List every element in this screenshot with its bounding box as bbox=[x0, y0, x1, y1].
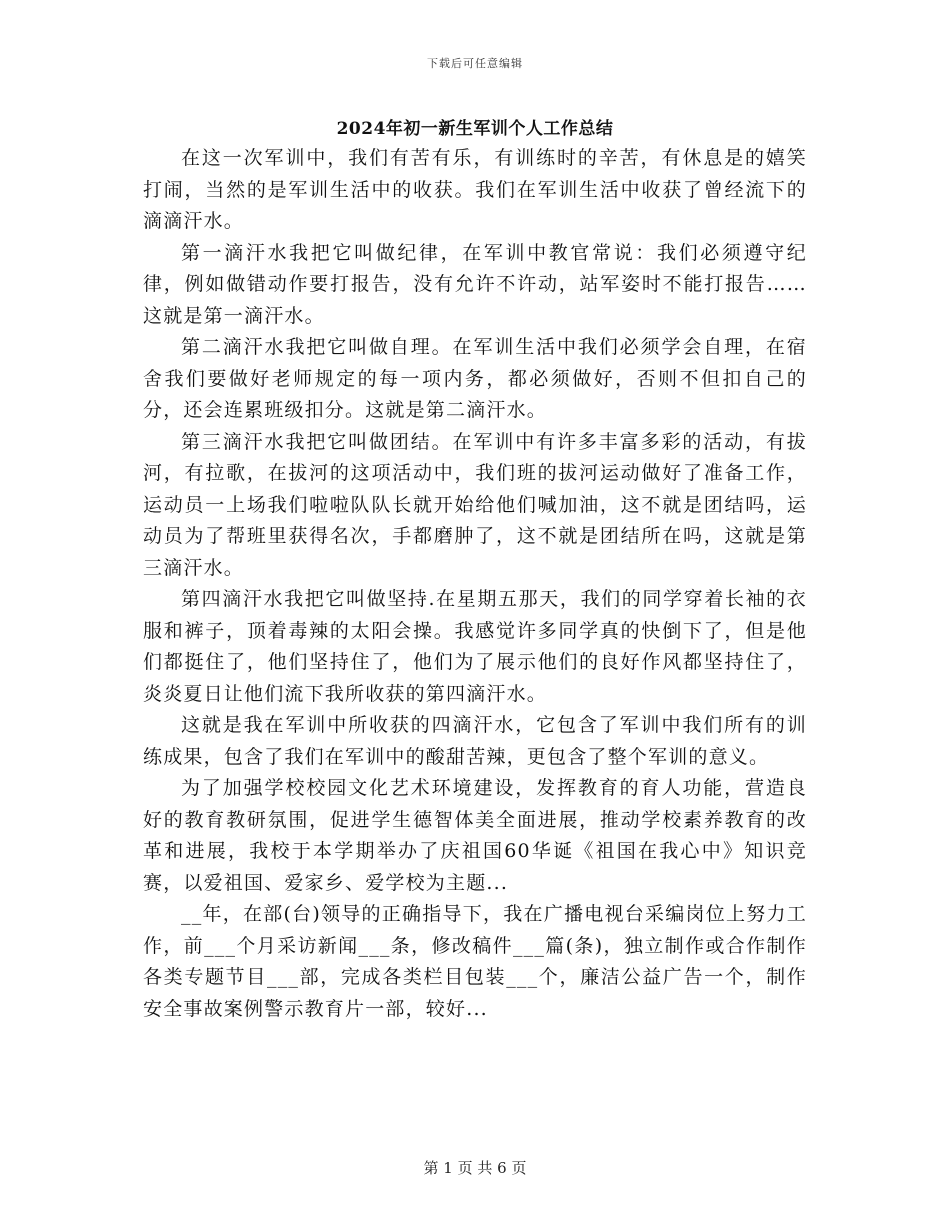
paragraph: 第二滴汗水我把它叫做自理。在军训生活中我们必须学会自理，在宿舍我们要做好老师规定的每一项内务，都必须做好，否则不但扣自己的分，还会连累班级扣分。这就是第二滴汗水。 bbox=[143, 336, 807, 421]
document-body bbox=[143, 143, 807, 1025]
paragraph: 第四滴汗水我把它叫做坚持.在星期五那天，我们的同学穿着长袖的衣服和裤子，顶着毒辣的太阳会操。我感觉许多同学真的快倒下了，但是他们都挺住了，他们坚持住了，他们为了展示他们的良好作风都坚持住了，炎炎夏日让他们流下我所收获的第四滴汗水。 bbox=[143, 588, 807, 705]
paragraph: 第三滴汗水我把它叫做团结。在军训中有许多丰富多彩的活动，有拔河，有拉歌，在拔河的这项活动中，我们班的拔河运动做好了准备工作，运动员一上场我们啦啦队队长就开始给他们喊加油，这不就是团结吗，运动员为了帮班里获得名次，手都磨肿了，这不就是团结所在吗，这就是第三滴汗水。 bbox=[143, 430, 807, 579]
paragraph: 这就是我在军训中所收获的四滴汗水，它包含了军训中我们所有的训练成果，包含了我们在军训中的酸甜苦辣，更包含了整个军训的意义。 bbox=[143, 714, 807, 768]
page-header: 下载后可任意编辑 bbox=[427, 57, 523, 70]
paragraph: 为了加强学校校园文化艺术环境建设，发挥教育的育人功能，营造良好的教育教研氛围，促进学生德智体美全面进展，推动学校素养教育的改革和进展，我校于本学期举办了庆祖国60华诞《祖国在我心中》知识竞赛，以爱祖国、爱家乡、爱学校为主题... bbox=[143, 777, 807, 894]
paragraph: 第一滴汗水我把它叫做纪律，在军训中教官常说：我们必须遵守纪律，例如做错动作要打报告，没有允许不许动，站军姿时不能打报告……这就是第一滴汗水。 bbox=[143, 241, 807, 327]
document-title: 2024年初一新生军训个人工作总结 bbox=[336, 119, 614, 139]
page-footer: 第 1 页 共 6 页 bbox=[423, 1159, 527, 1177]
paragraph: __年，在部(台)领导的正确指导下，我在广播电视台采编岗位上努力工作，前___个月采访新闻___条，修改稿件___篇(条)，独立制作或合作制作各类专题节目___部，完成各类栏目包装___个，廉洁公益广告一个，制作安全事故案例警示教育片一部，较好... bbox=[143, 903, 807, 1020]
paragraph: 在这一次军训中，我们有苦有乐，有训练时的辛苦，有休息是的嬉笑打闹，当然的是军训生活中的收获。我们在军训生活中收获了曾经流下的滴滴汗水。 bbox=[143, 147, 807, 232]
